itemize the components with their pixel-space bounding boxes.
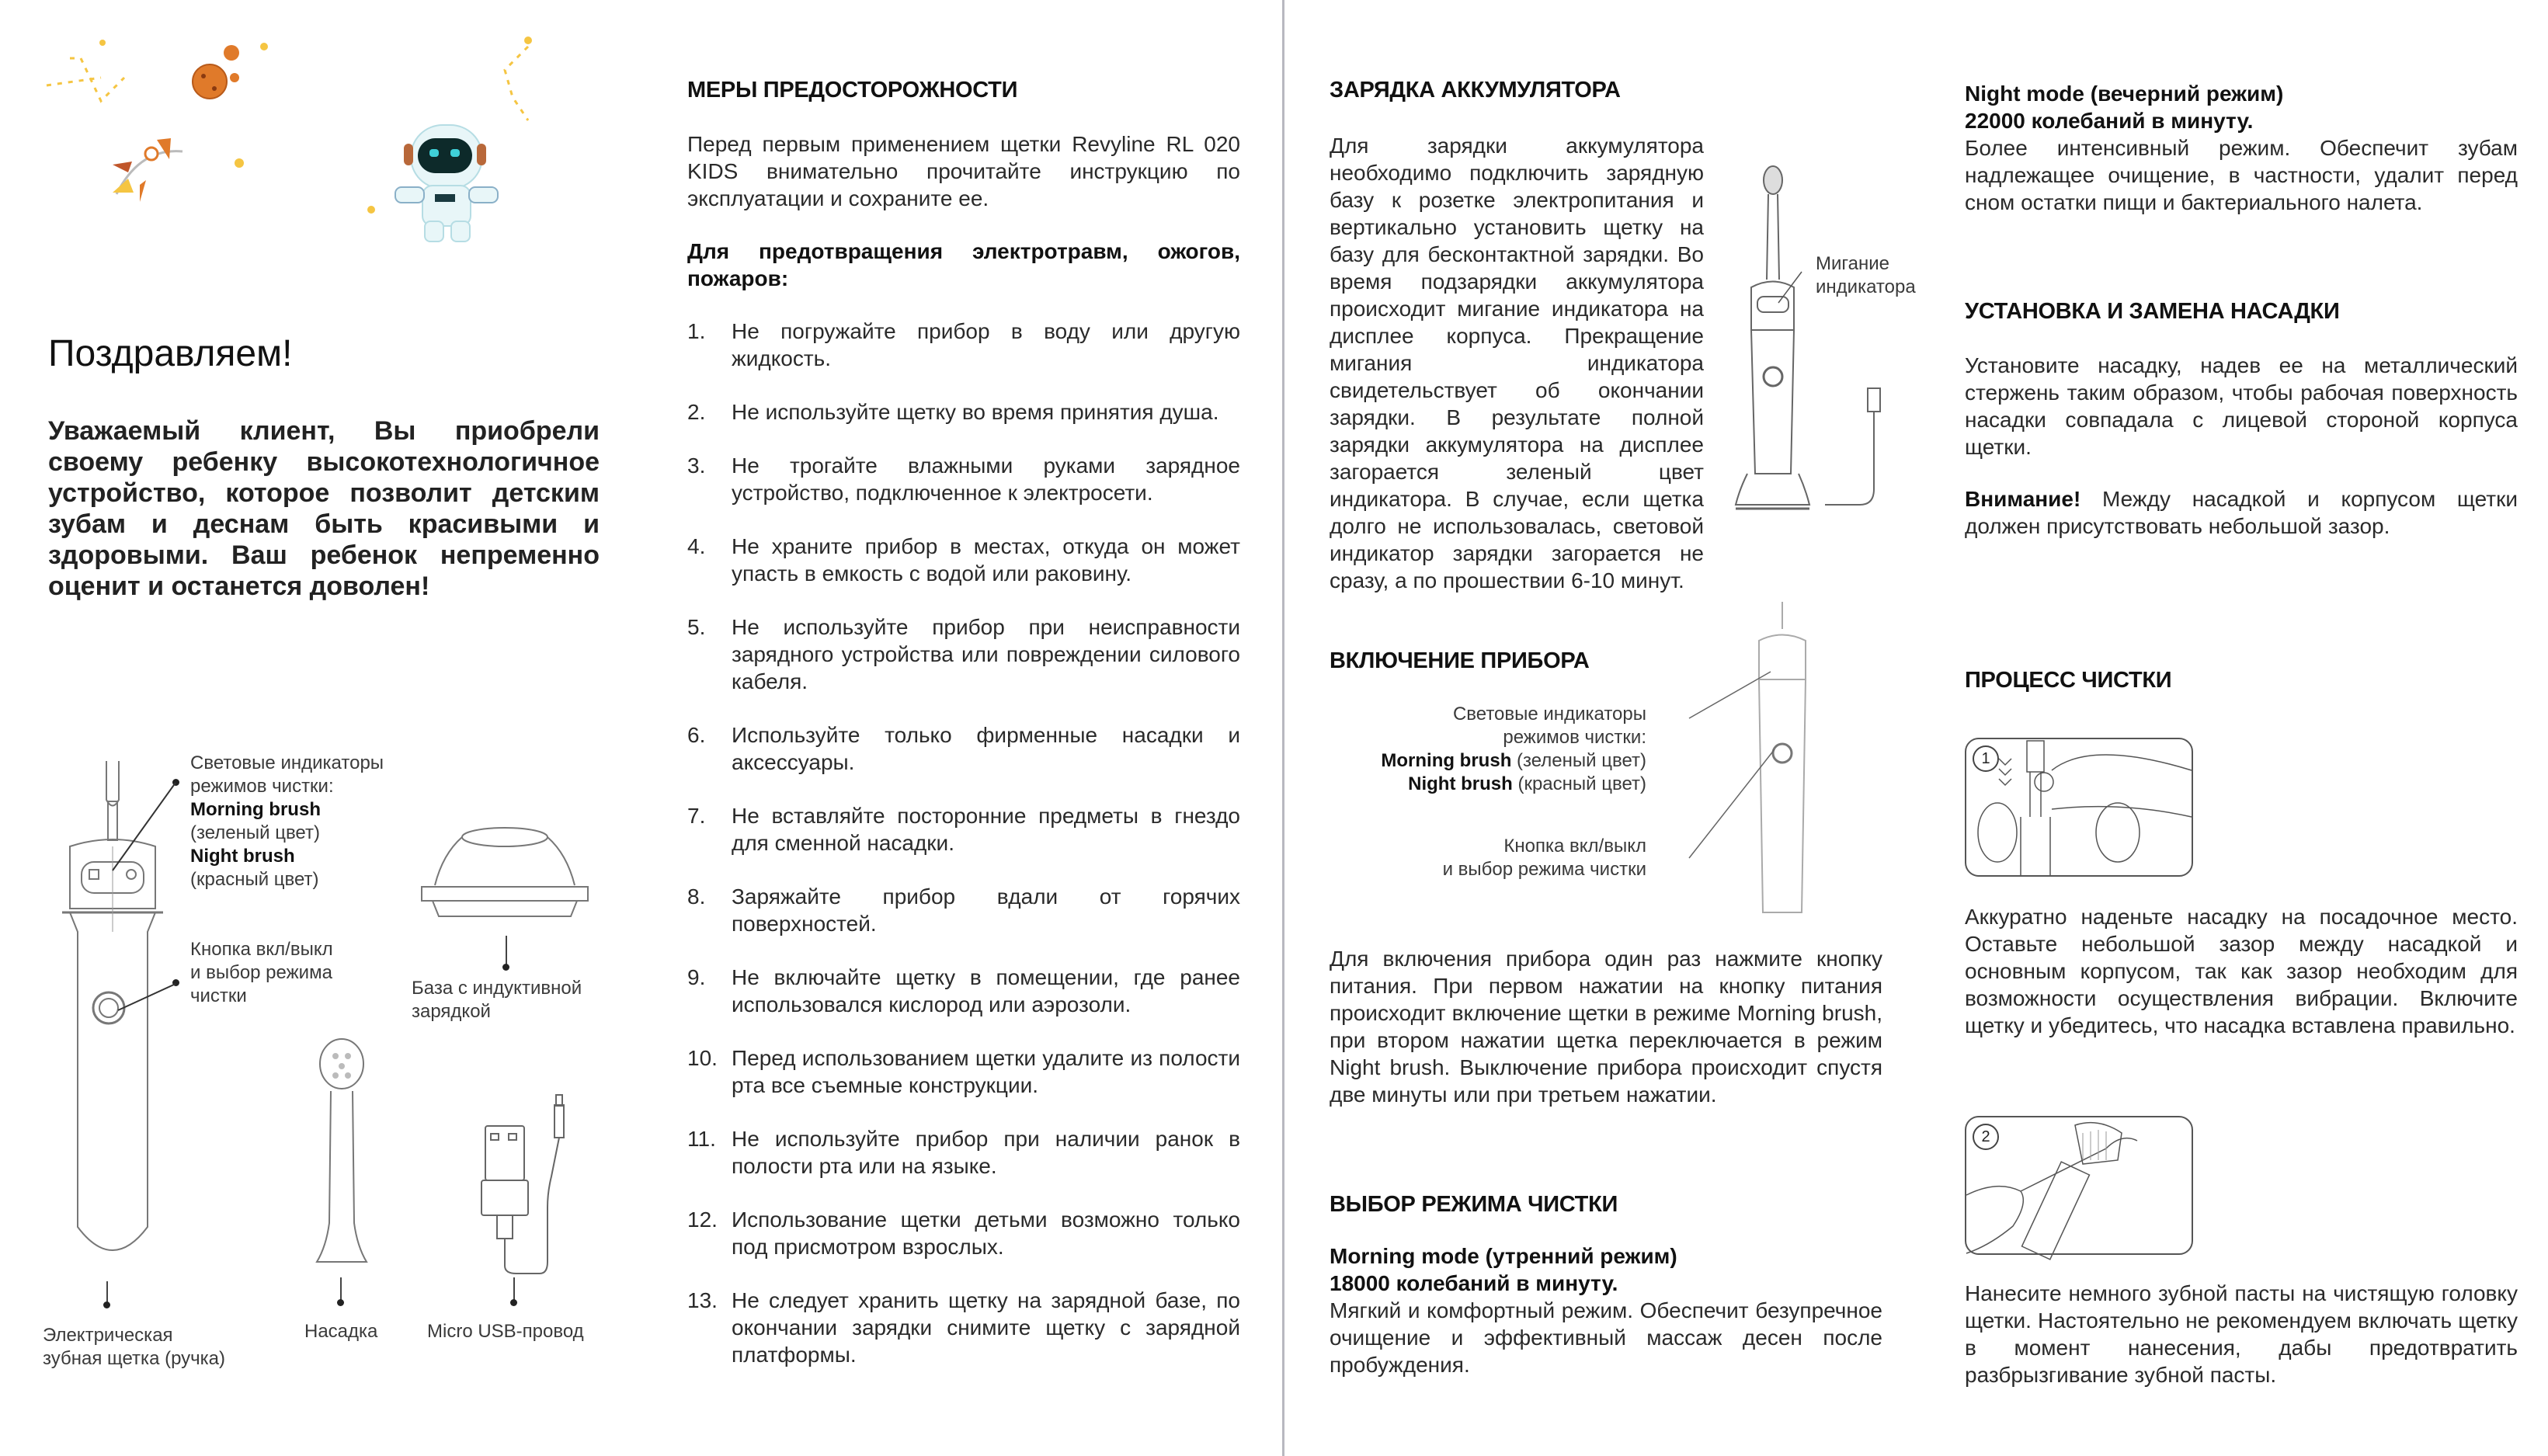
brush-head-diagram	[311, 1037, 373, 1270]
step-1-text: Аккуратно наденьте насадку на посадочное место. Оставьте небольшой зазор между насадкой и основным корпусом, так как зазор необходим для возможности осуществления вибрации. Включите щетку и убедитесь, что насадка вставлена правильно.	[1965, 905, 2518, 1037]
charging-base-diagram	[415, 823, 594, 924]
precautions-list	[687, 318, 1240, 1368]
callout-dot	[502, 964, 509, 971]
list-item: 1. Не погружайте прибор в воду или другую жидкость.	[687, 319, 1240, 370]
night-mode-block	[1965, 80, 2518, 216]
night-mode-text: Более интенсивный режим. Обеспечит зубам надлежащее очищение, в частности, удалит перед сном остатки пищи и бактериального налета.	[1965, 136, 2518, 214]
toothpaste-icon	[1966, 1117, 2192, 1253]
mode-select-heading: ВЫБОР РЕЖИМА ЧИСТКИ	[1330, 1192, 1618, 1217]
list-item: 13. Не следует хранить щетку на зарядной базе, по окончании зарядки снимите щетку с зарядной платформы.	[687, 1288, 1240, 1367]
charging-heading: ЗАРЯДКА АККУМУЛЯТОРА	[1330, 78, 1621, 103]
callout-line	[116, 982, 179, 1013]
callout-line	[340, 1277, 342, 1301]
blink-callout: Мигание индикатора	[1816, 253, 1916, 297]
morning-mode-block	[1330, 1242, 1882, 1378]
usb-cable-diagram	[474, 1091, 575, 1277]
callout-line	[506, 936, 507, 965]
list-item: 3. Не трогайте влажными руками зарядное устройство, подключенное к электросети.	[687, 453, 1240, 505]
step-2-text: Нанесите немного зубной пасты на чистящую головку щетки. Настоятельно не рекомендуем включать щетку в момент нанесения, дабы предотвратить разбрызгивание зубной пасты.	[1965, 1281, 2518, 1387]
rocket-icon	[109, 132, 186, 202]
list-item: 8. Заряжайте прибор вдали от горячих поверхностей.	[687, 884, 1240, 936]
charging-base-icon	[415, 823, 594, 924]
intro-paragraph: Уважаемый клиент, Вы приобрели своему ребенку высокотехнологичное устройство, которое позволит детским зубам и деснам быть красивыми и здоровыми. Ваш ребенок непременно оценит и останется доволен!	[48, 416, 600, 601]
cable-label: Micro USB-провод	[427, 1321, 584, 1342]
warning-label: Внимание!	[1965, 487, 2081, 511]
step-2-illustration	[1965, 1116, 2193, 1255]
night-mode-title: Night mode (вечерний режим)	[1965, 82, 2284, 106]
power-button-label: Кнопка вкл/выкл и выбор режима чистки	[1442, 836, 1646, 880]
step-number: 2	[1973, 1124, 1999, 1150]
list-item: 9. Не включайте щетку в помещении, где ранее использовался кислород или аэрозоли.	[687, 965, 1240, 1016]
callout-dot	[337, 1299, 344, 1306]
precautions-heading: МЕРЫ ПРЕДОСТОРОЖНОСТИ	[687, 78, 1018, 103]
brush-head-install-icon	[1966, 739, 2192, 875]
process-heading: ПРОЦЕСС ЧИСТКИ	[1965, 668, 2172, 693]
power-indicators-label: Световые индикаторы режимов чистки: Morning brush (зеленый цвет) Night brush (красный цвет)	[1381, 704, 1646, 794]
astronaut-icon	[395, 124, 495, 241]
night-mode-rate: 22000 колебаний в минуту.	[1965, 109, 2254, 133]
handle-label: Электрическая зубная щетка (ручка)	[43, 1325, 226, 1369]
list-item: 11. Не используйте прибор при наличии ранок в полости рта или на языке.	[687, 1127, 1240, 1178]
charging-text: Для зарядки аккумулятора необходимо подключить зарядную базу к розетке электропитания и вертикально установить щетку на базу для бесконтактной зарядки. Во время подзарядки аккумулятора происходит мигание индикатора на дисплее корпуса. Прекращение мигания индикатора свидетельствует об окончании зарядки. В результате полной зарядки аккумулятора на дисплее загорается зеленый цвет индикатора. В случае, если щетка долго не использовалась, световой индикатор зарядки загорается не сразу, а по прошествии 6-10 минут.	[1330, 134, 1704, 592]
list-item: 7. Не вставляйте посторонние предметы в гнездо для сменной насадки.	[687, 804, 1240, 855]
space-illustration	[31, 23, 598, 334]
list-item: 2. Не используйте щетку во время принятия душа.	[687, 400, 1219, 424]
head-label: Насадка	[304, 1321, 378, 1342]
planet-icon	[186, 39, 264, 116]
install-warning: Внимание! Между насадкой и корпусом щетки должен присутствовать небольшой зазор.	[1965, 487, 2518, 538]
list-item: 5. Не используйте прибор при неисправности зарядного устройства или повреждении силового кабеля.	[687, 615, 1240, 693]
callout-dot	[103, 1301, 110, 1308]
page-fold-divider	[1282, 0, 1284, 1456]
charging-diagram	[1732, 163, 1903, 528]
morning-mode-title: Morning mode (утренний режим)	[1330, 1244, 1677, 1268]
list-item: 4. Не храните прибор в местах, откуда он может упасть в емкость с водой или раковину.	[687, 534, 1240, 586]
list-item: 10. Перед использованием щетки удалите из полости рта все съемные конструкции.	[687, 1046, 1240, 1097]
power-on-heading: ВКЛЮЧЕНИЕ ПРИБОРА	[1330, 648, 1590, 673]
precautions-warning: Для предотвращения электротравм, ожогов, пожаров:	[687, 239, 1240, 290]
precautions-intro: Перед первым применением щетки Revyline RL 020 KIDS внимательно прочитайте инструкцию по эксплуатации и сохраните ее.	[687, 132, 1240, 210]
morning-mode-rate: 18000 колебаний в минуту.	[1330, 1271, 1618, 1295]
list-item: 12. Использование щетки детьми возможно только под присмотром взрослых.	[687, 1208, 1240, 1259]
morning-mode-text: Мягкий и комфортный режим. Обеспечит безупречное очищение и эффективный массаж десен после пробуждения.	[1330, 1298, 1882, 1377]
toothbrush-on-base-icon	[1732, 163, 1903, 528]
usb-cable-icon	[474, 1091, 575, 1277]
power-on-diagram	[1685, 602, 1817, 928]
callout-line	[109, 781, 179, 874]
step-1-illustration	[1965, 738, 2193, 877]
list-item: 6. Используйте только фирменные насадки и аксессуары.	[687, 723, 1240, 774]
precautions-section	[687, 78, 1240, 1395]
install-text: Установите насадку, надев ее на металлический стержень таким образом, чтобы рабочая поверхность насадки совпадала с лицевой стороной корпуса щетки.	[1965, 353, 2518, 459]
install-heading: УСТАНОВКА И ЗАМЕНА НАСАДКИ	[1965, 299, 2340, 324]
button-label: Кнопка вкл/выкл и выбор режима чистки	[190, 939, 333, 1006]
brush-head-icon	[311, 1037, 373, 1270]
power-on-text: Для включения прибора один раз нажмите кнопку питания. При первом нажатии на кнопку питания происходит включение щетки в режиме Morning brush, при втором нажатии щетка переключается в режим Night brush. Выключение прибора происходит спустя две минуты или при третьем нажатии.	[1330, 947, 1882, 1107]
base-label: База с индуктивной зарядкой	[412, 978, 582, 1022]
callout-line	[513, 1277, 515, 1301]
indicators-label: Световые индикаторы режимов чистки: Morning brush (зеленый цвет) Night brush (красный цвет)	[190, 752, 384, 890]
toothbrush-handle-icon	[1685, 602, 1817, 928]
step-number: 1	[1973, 745, 1999, 772]
page-title: Поздравляем!	[48, 333, 293, 374]
callout-line	[106, 1281, 108, 1303]
callout-dot	[510, 1299, 517, 1306]
